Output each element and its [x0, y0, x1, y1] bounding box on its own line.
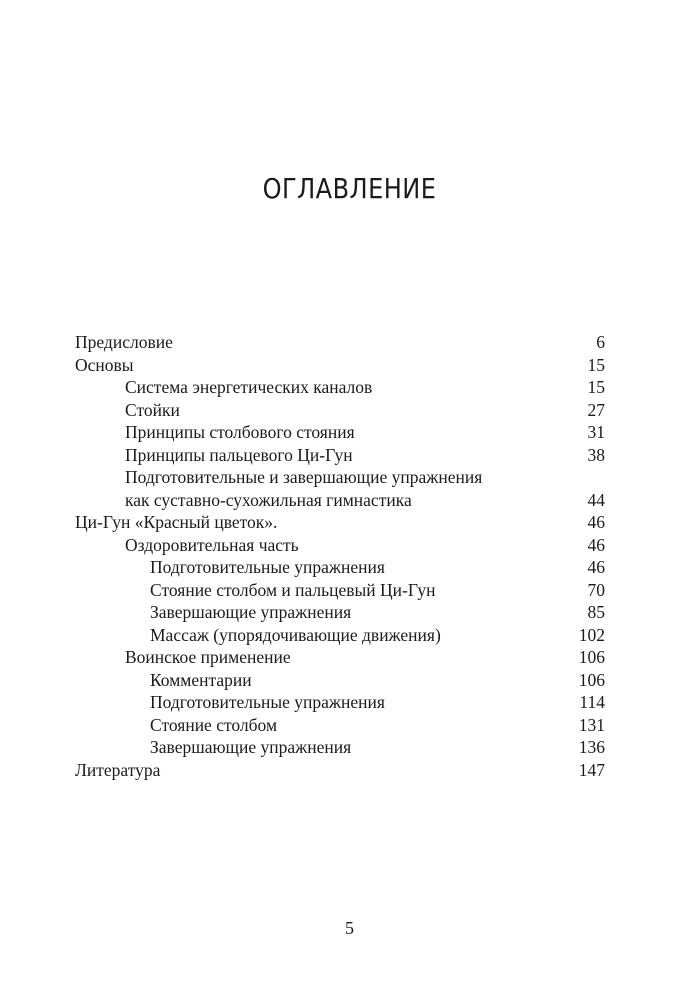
toc-entry-title: Ци-Гун «Красный цветок». [75, 512, 278, 532]
toc-entry [75, 376, 605, 399]
toc-entry [75, 444, 605, 467]
toc-entry-page: 106 [578, 647, 605, 667]
toc-entry [75, 691, 605, 714]
toc-entry-title: Принципы столбового стояния [125, 422, 355, 442]
toc-entry [75, 534, 605, 557]
toc-entry-page: 6 [596, 332, 605, 352]
toc-entry-title: Массаж (упорядочивающие движения) [150, 624, 441, 645]
toc-entry-page: 70 [587, 579, 605, 600]
toc-entry-page: 46 [587, 512, 605, 532]
toc-entry-title: Подготовительные и завершающие упражнения [125, 467, 483, 487]
toc-entry [75, 511, 605, 534]
toc-entry-title: Система энергетических каналов [125, 377, 373, 397]
toc-entry [75, 466, 605, 489]
page-number: 5 [345, 918, 354, 938]
table-of-contents [75, 331, 605, 781]
toc-entry [75, 489, 605, 512]
toc-entry [75, 556, 605, 579]
toc-entry-page: 131 [578, 714, 605, 735]
page-title: ОГЛАВЛЕНИЕ [262, 172, 437, 205]
toc-entry [75, 579, 605, 602]
toc-entry [75, 714, 605, 737]
toc-entry [75, 759, 605, 782]
toc-entry-page: 38 [587, 444, 605, 465]
toc-entry-title: Комментарии [150, 669, 252, 690]
toc-entry-title: Стояние столбом и пальцевый Ци-Гун [150, 579, 436, 600]
toc-entry-page: 44 [587, 489, 605, 510]
toc-entry [75, 421, 605, 444]
toc-entry-title: Завершающие упражнения [150, 737, 352, 757]
toc-entry [75, 646, 605, 669]
toc-entry-title: Стояние столбом [150, 714, 278, 735]
toc-entry [75, 624, 605, 647]
toc-entry-page: 102 [578, 624, 605, 645]
toc-entry-page: 15 [587, 354, 605, 375]
toc-entry-page: 46 [587, 534, 605, 555]
toc-entry [75, 601, 605, 624]
toc-entry-page: 31 [587, 422, 605, 442]
toc-entry-title: Стойки [125, 399, 180, 420]
toc-entry-page: 46 [587, 557, 605, 577]
toc-entry-title: Завершающие упражнения [150, 602, 352, 622]
toc-entry-title: Принципы пальцевого Ци-Гун [125, 444, 353, 465]
toc-entry-page: 147 [578, 759, 605, 780]
toc-entry [75, 736, 605, 759]
toc-entry-title: как суставно-сухожильная гимнастика [125, 489, 412, 510]
toc-entry-page: 85 [587, 602, 605, 622]
toc-entry-title: Литература [75, 759, 161, 780]
toc-entry [75, 399, 605, 422]
toc-entry-page: 27 [587, 399, 605, 420]
toc-entry-page: 106 [578, 669, 605, 690]
toc-entry [75, 354, 605, 377]
toc-entry-page: 114 [579, 692, 605, 712]
toc-entry-page: 136 [578, 737, 605, 757]
toc-entry-title: Воинское применение [125, 647, 291, 667]
toc-entry-title: Подготовительные упражнения [150, 557, 385, 577]
toc-entry-page: 15 [587, 377, 605, 397]
toc-entry [75, 669, 605, 692]
toc-entry-title: Оздоровительная часть [125, 534, 299, 555]
toc-entry-title: Подготовительные упражнения [150, 692, 385, 712]
toc-entry [75, 331, 605, 354]
toc-entry-title: Предисловие [75, 332, 173, 352]
toc-entry-title: Основы [75, 354, 134, 375]
